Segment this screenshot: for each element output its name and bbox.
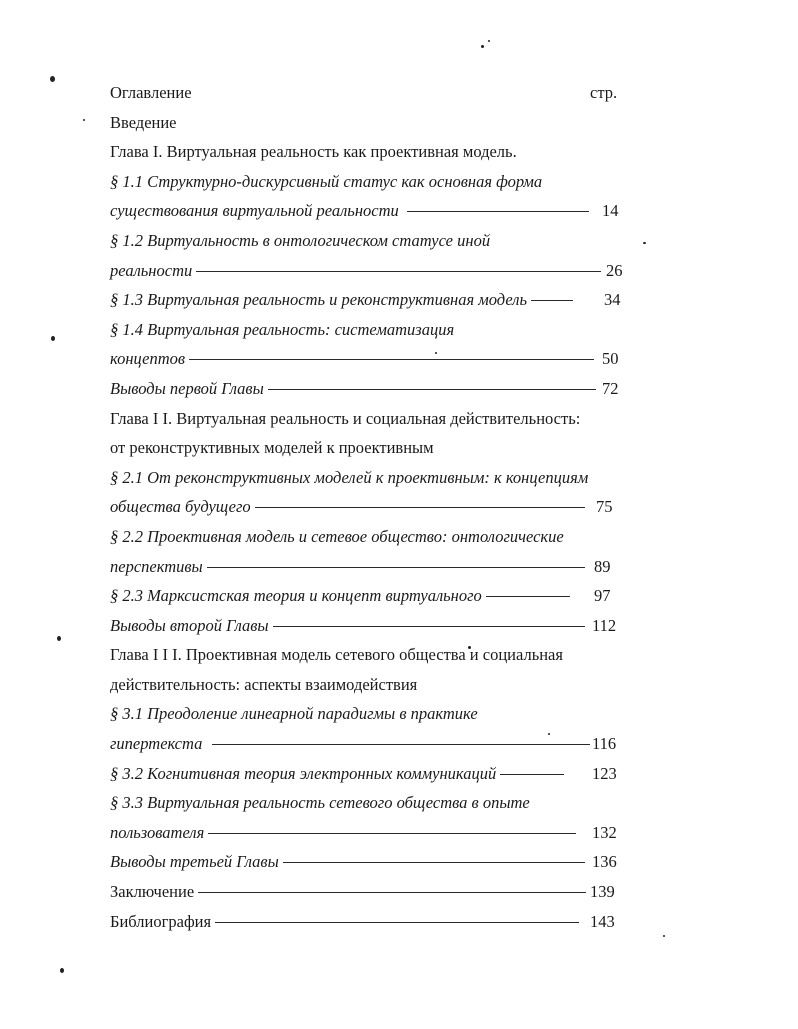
toc-chapter-3-line2 [110,670,630,700]
toc-chapter-3-line1 [110,640,630,670]
chapter-title-cont: действительность: аспекты взаимодействия [110,674,418,694]
section-title: § 1.1 Структурно-дискурсивный статус как основная форма [110,171,543,191]
page-number: 97 [594,586,611,606]
entry-label: Введение [110,112,177,132]
toc-section-3-1-line2 [110,729,630,759]
toc-title: Оглавление [110,83,192,102]
leader-line [212,744,590,745]
section-title-cont: общества будущего [110,497,251,517]
toc-chapter-2-line1 [110,404,630,434]
leader-line [207,567,585,568]
scan-speck [83,119,85,121]
toc-section-1-3 [110,285,630,315]
section-title-cont: перспективы [110,556,203,576]
scan-speck [50,76,55,82]
chapter-title: Глава I I I. Проективная модель сетевого общества и социальная [110,645,563,665]
page-number: 123 [592,763,617,783]
entry-label: Заключение [110,882,195,902]
section-title: § 3.3 Виртуальная реальность сетевого общества в опыте [110,793,530,813]
scan-speck [57,636,61,641]
chapter-title: Глава I. Виртуальная реальность как проективная модель. [110,142,517,162]
section-title-cont: пользователя [110,822,205,842]
toc-entry-bibliography [110,907,630,937]
toc-section-2-2-line2 [110,552,630,582]
page-number: 136 [592,852,617,872]
section-title: § 2.3 Марксистская теория и концепт виртуального [110,586,482,606]
scan-speck [481,45,484,48]
toc-entry-intro [110,108,630,138]
page-number: 139 [590,882,615,902]
scan-speck [488,40,490,42]
chapter-title-cont: от реконструктивных моделей к проективным [110,438,434,458]
toc-section-1-2-line1 [110,226,630,256]
toc-section-2-1-line1 [110,463,630,493]
toc-chapter-3-conclusion [110,847,630,877]
toc-section-3-3-line2 [110,818,630,848]
toc-section-3-2 [110,759,630,789]
section-title: § 1.4 Виртуальная реальность: систематизация [110,319,455,339]
section-title: § 2.1 От реконструктивных моделей к проективным: к концепциям [110,467,589,487]
page-number: 75 [596,497,613,517]
leader-line [215,922,579,923]
section-title: § 1.2 Виртуальность в онтологическом статусе иной [110,230,491,250]
conclusion-title: Выводы второй Главы [110,615,269,635]
toc-section-1-2-line2 [110,256,630,286]
conclusion-title: Выводы первой Главы [110,378,264,398]
toc-section-2-2-line1 [110,522,630,552]
leader-line [500,774,564,775]
toc-chapter-1-conclusion [110,374,630,404]
page-number: 89 [594,556,611,576]
toc-section-3-1-line1 [110,699,630,729]
page-number: 112 [592,615,617,635]
page-number: 116 [592,734,617,754]
leader-line [531,300,573,301]
chapter-title: Глава I I. Виртуальная реальность и социальная действительность: [110,408,581,428]
section-title-cont: гипертекста [110,734,203,754]
leader-line [486,596,570,597]
page-number: 132 [592,822,617,842]
section-title-cont: концептов [110,349,186,369]
toc-section-1-4-line2 [110,344,630,374]
leader-line [189,359,594,360]
section-title: § 3.1 Преодоление линеарной парадигмы в практике [110,704,478,724]
toc-section-2-3 [110,581,630,611]
leader-line [196,271,601,272]
leader-line [198,892,586,893]
toc-header [110,78,630,108]
leader-line [273,626,585,627]
section-title: § 2.2 Проективная модель и сетевое общество: онтологические [110,526,564,546]
toc-entry-conclusion [110,877,630,907]
scan-speck [643,242,646,244]
toc-section-1-1-line2 [110,196,630,226]
toc-chapter-2-line2 [110,433,630,463]
table-of-contents [110,78,630,936]
toc-section-3-3-line1 [110,788,630,818]
page-number: 72 [602,378,619,398]
scan-speck [663,935,665,937]
leader-line [268,389,596,390]
page-column-label: стр. [590,83,618,102]
toc-chapter-1 [110,137,630,167]
page-number: 143 [590,911,615,931]
page-number: 14 [602,201,619,221]
entry-label: Библиография [110,911,212,931]
page-number: 50 [602,349,619,369]
leader-line [283,862,585,863]
scan-speck [51,336,55,341]
toc-section-2-1-line2 [110,492,630,522]
section-title: § 1.3 Виртуальная реальность и реконструктивная модель [110,290,527,310]
scan-speck [60,968,64,973]
section-title-cont: существования виртуальной реальности [110,201,399,221]
leader-line [255,507,585,508]
conclusion-title: Выводы третьей Главы [110,852,279,872]
section-title: § 3.2 Когнитивная теория электронных коммуникаций [110,763,497,783]
toc-section-1-1-line1 [110,167,630,197]
page-number: 34 [604,290,621,310]
leader-line [407,211,589,212]
page-number: 26 [606,260,623,280]
section-title-cont: реальности [110,260,193,280]
toc-section-1-4-line1 [110,315,630,345]
toc-chapter-2-conclusion [110,611,630,641]
leader-line [208,833,576,834]
